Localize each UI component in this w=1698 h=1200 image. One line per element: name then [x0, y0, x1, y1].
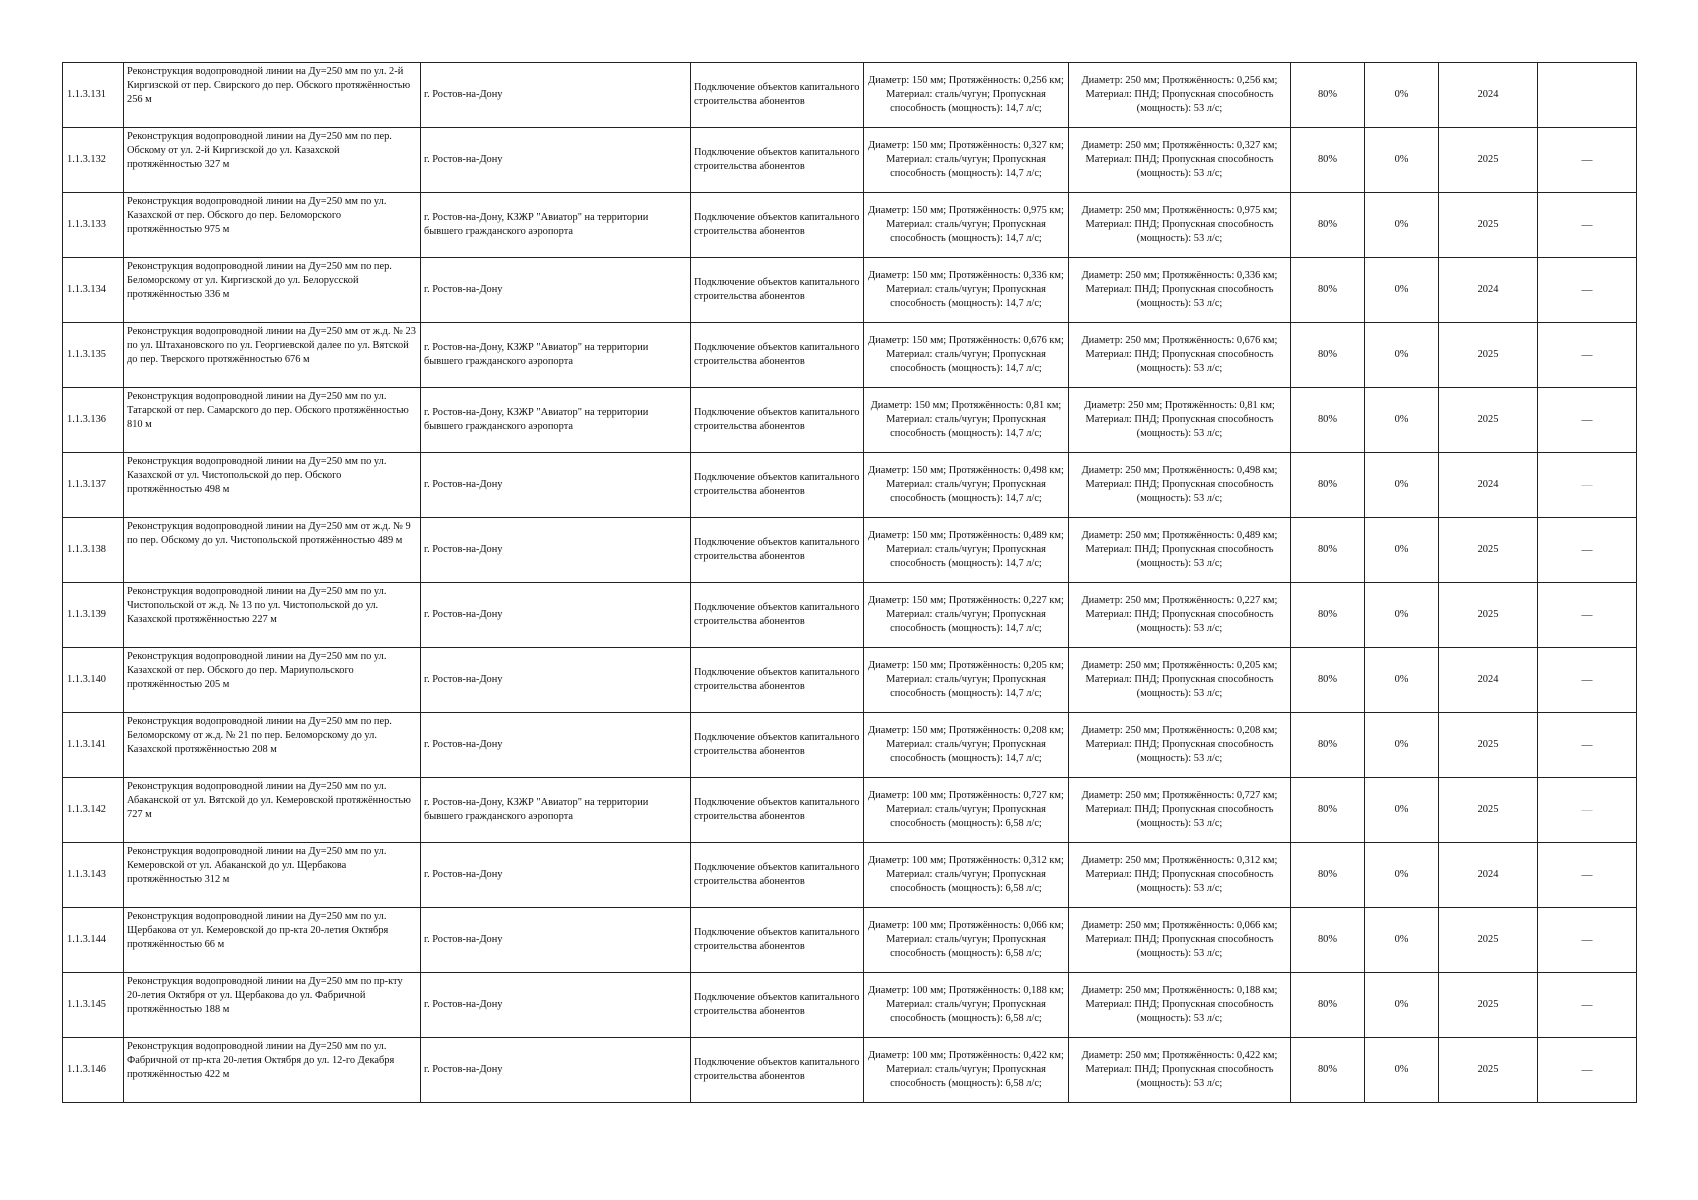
year-cell: 2025 [1439, 778, 1538, 843]
specs-after-cell: Диаметр: 250 мм; Протяжённость: 0,312 км; Материал: ПНД; Пропускная способность (мощность): 53 л/с; [1069, 843, 1291, 908]
project-description-cell: Реконструкция водопроводной линии на Ду=250 мм по ул. Казахской от ул. Чистопольской до пер. Обского протяжённостью 498 м [124, 453, 421, 518]
specs-before-cell: Диаметр: 150 мм; Протяжённость: 0,205 км; Материал: сталь/чугун; Пропускная способность (мощность): 14,7 л/с; [864, 648, 1069, 713]
table-row [63, 648, 1637, 713]
year-cell: 2025 [1439, 1038, 1538, 1103]
specs-before-cell: Диаметр: 150 мм; Протяжённость: 0,498 км; Материал: сталь/чугун; Пропускная способность (мощность): 14,7 л/с; [864, 453, 1069, 518]
specs-after-cell: Диаметр: 250 мм; Протяжённость: 0,727 км; Материал: ПНД; Пропускная способность (мощность): 53 л/с; [1069, 778, 1291, 843]
purpose-cell: Подключение объектов капитального строительства абонентов [691, 193, 864, 258]
item-number-cell: 1.1.3.144 [63, 908, 124, 973]
percent-cell: 80% [1291, 778, 1365, 843]
percent-cell: 0% [1365, 1038, 1439, 1103]
location-cell: г. Ростов-на-Дону, КЗЖР "Авиатор" на территории бывшего гражданского аэропорта [421, 323, 691, 388]
note-cell: — [1538, 843, 1637, 908]
project-description-cell: Реконструкция водопроводной линии на Ду=250 мм по ул. 2-й Киргизской от пер. Свирского до пер. Обского протяжённостью 256 м [124, 63, 421, 128]
item-number-cell: 1.1.3.145 [63, 973, 124, 1038]
purpose-cell: Подключение объектов капитального строительства абонентов [691, 518, 864, 583]
location-cell: г. Ростов-на-Дону [421, 908, 691, 973]
year-cell: 2024 [1439, 63, 1538, 128]
table-row [63, 778, 1637, 843]
purpose-cell: Подключение объектов капитального строительства абонентов [691, 258, 864, 323]
purpose-cell: Подключение объектов капитального строительства абонентов [691, 908, 864, 973]
item-number-cell: 1.1.3.132 [63, 128, 124, 193]
item-number-cell: 1.1.3.135 [63, 323, 124, 388]
percent-cell: 80% [1291, 388, 1365, 453]
note-cell: — [1538, 453, 1637, 518]
percent-cell: 0% [1365, 583, 1439, 648]
table-row [63, 63, 1637, 128]
project-description-cell: Реконструкция водопроводной линии на Ду=250 мм по ул. Татарской от пер. Самарского до пер. Обского протяжённостью 810 м [124, 388, 421, 453]
table-row [63, 583, 1637, 648]
item-number-cell: 1.1.3.136 [63, 388, 124, 453]
location-cell: г. Ростов-на-Дону [421, 1038, 691, 1103]
specs-after-cell: Диаметр: 250 мм; Протяжённость: 0,81 км; Материал: ПНД; Пропускная способность (мощность): 53 л/с; [1069, 388, 1291, 453]
year-cell: 2025 [1439, 128, 1538, 193]
percent-cell: 0% [1365, 128, 1439, 193]
year-cell: 2024 [1439, 453, 1538, 518]
table-body [63, 63, 1637, 1103]
location-cell: г. Ростов-на-Дону, КЗЖР "Авиатор" на территории бывшего гражданского аэропорта [421, 388, 691, 453]
percent-cell: 0% [1365, 778, 1439, 843]
location-cell: г. Ростов-на-Дону [421, 843, 691, 908]
item-number-cell: 1.1.3.133 [63, 193, 124, 258]
percent-cell: 0% [1365, 648, 1439, 713]
year-cell: 2025 [1439, 193, 1538, 258]
specs-before-cell: Диаметр: 150 мм; Протяжённость: 0,327 км; Материал: сталь/чугун; Пропускная способность (мощность): 14,7 л/с; [864, 128, 1069, 193]
note-cell: — [1538, 713, 1637, 778]
project-description-cell: Реконструкция водопроводной линии на Ду=250 мм по ул. Казахской от пер. Обского до пер. Беломорского протяжённостью 975 м [124, 193, 421, 258]
year-cell: 2025 [1439, 583, 1538, 648]
specs-after-cell: Диаметр: 250 мм; Протяжённость: 0,227 км; Материал: ПНД; Пропускная способность (мощность): 53 л/с; [1069, 583, 1291, 648]
purpose-cell: Подключение объектов капитального строительства абонентов [691, 843, 864, 908]
purpose-cell: Подключение объектов капитального строительства абонентов [691, 648, 864, 713]
specs-after-cell: Диаметр: 250 мм; Протяжённость: 0,205 км; Материал: ПНД; Пропускная способность (мощность): 53 л/с; [1069, 648, 1291, 713]
note-cell: — [1538, 323, 1637, 388]
specs-after-cell: Диаметр: 250 мм; Протяжённость: 0,208 км; Материал: ПНД; Пропускная способность (мощность): 53 л/с; [1069, 713, 1291, 778]
percent-cell: 80% [1291, 583, 1365, 648]
item-number-cell: 1.1.3.141 [63, 713, 124, 778]
note-cell: — [1538, 388, 1637, 453]
note-cell: — [1538, 908, 1637, 973]
percent-cell: 80% [1291, 518, 1365, 583]
percent-cell: 80% [1291, 908, 1365, 973]
location-cell: г. Ростов-на-Дону [421, 583, 691, 648]
project-description-cell: Реконструкция водопроводной линии на Ду=250 мм по ул. Кемеровской от ул. Абаканской до ул. Щербакова протяжённостью 312 м [124, 843, 421, 908]
year-cell: 2024 [1439, 648, 1538, 713]
percent-cell: 80% [1291, 1038, 1365, 1103]
specs-after-cell: Диаметр: 250 мм; Протяжённость: 0,066 км; Материал: ПНД; Пропускная способность (мощность): 53 л/с; [1069, 908, 1291, 973]
year-cell: 2025 [1439, 518, 1538, 583]
project-description-cell: Реконструкция водопроводной линии на Ду=250 мм по пер. Беломорскому от ж.д. № 21 по пер. Беломорскому до ул. Казахской протяжённостью 208 м [124, 713, 421, 778]
specs-before-cell: Диаметр: 150 мм; Протяжённость: 0,336 км; Материал: сталь/чугун; Пропускная способность (мощность): 14,7 л/с; [864, 258, 1069, 323]
location-cell: г. Ростов-на-Дону [421, 258, 691, 323]
specs-before-cell: Диаметр: 150 мм; Протяжённость: 0,81 км; Материал: сталь/чугун; Пропускная способность (мощность): 14,7 л/с; [864, 388, 1069, 453]
note-cell: — [1538, 973, 1637, 1038]
note-cell: — [1538, 778, 1637, 843]
purpose-cell: Подключение объектов капитального строительства абонентов [691, 973, 864, 1038]
specs-before-cell: Диаметр: 150 мм; Протяжённость: 0,208 км; Материал: сталь/чугун; Пропускная способность (мощность): 14,7 л/с; [864, 713, 1069, 778]
percent-cell: 0% [1365, 973, 1439, 1038]
year-cell: 2025 [1439, 323, 1538, 388]
percent-cell: 80% [1291, 843, 1365, 908]
table-row [63, 453, 1637, 518]
specs-before-cell: Диаметр: 150 мм; Протяжённость: 0,676 км; Материал: сталь/чугун; Пропускная способность (мощность): 14,7 л/с; [864, 323, 1069, 388]
percent-cell: 80% [1291, 323, 1365, 388]
percent-cell: 80% [1291, 258, 1365, 323]
note-cell: — [1538, 518, 1637, 583]
project-description-cell: Реконструкция водопроводной линии на Ду=250 мм по ул. Щербакова от ул. Кемеровской до пр-кта 20-летия Октября протяжённостью 66 м [124, 908, 421, 973]
percent-cell: 0% [1365, 323, 1439, 388]
location-cell: г. Ростов-на-Дону [421, 648, 691, 713]
note-cell [1538, 63, 1637, 128]
item-number-cell: 1.1.3.138 [63, 518, 124, 583]
table-row [63, 258, 1637, 323]
item-number-cell: 1.1.3.134 [63, 258, 124, 323]
project-description-cell: Реконструкция водопроводной линии на Ду=250 мм по пер. Обскому от ул. 2-й Киргизской до ул. Казахской протяжённостью 327 м [124, 128, 421, 193]
year-cell: 2025 [1439, 388, 1538, 453]
location-cell: г. Ростов-на-Дону [421, 453, 691, 518]
purpose-cell: Подключение объектов капитального строительства абонентов [691, 128, 864, 193]
table-row [63, 388, 1637, 453]
specs-before-cell: Диаметр: 150 мм; Протяжённость: 0,227 км; Материал: сталь/чугун; Пропускная способность (мощность): 14,7 л/с; [864, 583, 1069, 648]
note-cell: — [1538, 258, 1637, 323]
specs-before-cell: Диаметр: 100 мм; Протяжённость: 0,422 км; Материал: сталь/чугун; Пропускная способность (мощность): 6,58 л/с; [864, 1038, 1069, 1103]
year-cell: 2025 [1439, 908, 1538, 973]
purpose-cell: Подключение объектов капитального строительства абонентов [691, 323, 864, 388]
investment-program-table [62, 62, 1637, 1103]
project-description-cell: Реконструкция водопроводной линии на Ду=250 мм от ж.д. № 9 по пер. Обскому до ул. Чистопольской протяжённостью 489 м [124, 518, 421, 583]
percent-cell: 0% [1365, 63, 1439, 128]
purpose-cell: Подключение объектов капитального строительства абонентов [691, 63, 864, 128]
table-row [63, 973, 1637, 1038]
item-number-cell: 1.1.3.142 [63, 778, 124, 843]
note-cell: — [1538, 128, 1637, 193]
percent-cell: 80% [1291, 128, 1365, 193]
percent-cell: 80% [1291, 63, 1365, 128]
table-row [63, 128, 1637, 193]
table-row [63, 908, 1637, 973]
specs-after-cell: Диаметр: 250 мм; Протяжённость: 0,676 км; Материал: ПНД; Пропускная способность (мощность): 53 л/с; [1069, 323, 1291, 388]
specs-before-cell: Диаметр: 150 мм; Протяжённость: 0,489 км; Материал: сталь/чугун; Пропускная способность (мощность): 14,7 л/с; [864, 518, 1069, 583]
project-description-cell: Реконструкция водопроводной линии на Ду=250 мм по пер. Беломорскому от ул. Киргизской до ул. Белорусской протяжённостью 336 м [124, 258, 421, 323]
table-row [63, 843, 1637, 908]
item-number-cell: 1.1.3.146 [63, 1038, 124, 1103]
table-row [63, 1038, 1637, 1103]
percent-cell: 0% [1365, 843, 1439, 908]
note-cell: — [1538, 1038, 1637, 1103]
specs-before-cell: Диаметр: 100 мм; Протяжённость: 0,727 км; Материал: сталь/чугун; Пропускная способность (мощность): 6,58 л/с; [864, 778, 1069, 843]
specs-before-cell: Диаметр: 150 мм; Протяжённость: 0,975 км; Материал: сталь/чугун; Пропускная способность (мощность): 14,7 л/с; [864, 193, 1069, 258]
specs-after-cell: Диаметр: 250 мм; Протяжённость: 0,498 км; Материал: ПНД; Пропускная способность (мощность): 53 л/с; [1069, 453, 1291, 518]
project-description-cell: Реконструкция водопроводной линии на Ду=250 мм по ул. Казахской от пер. Обского до пер. Мариупольского протяжённостью 205 м [124, 648, 421, 713]
location-cell: г. Ростов-на-Дону [421, 973, 691, 1038]
year-cell: 2025 [1439, 713, 1538, 778]
percent-cell: 80% [1291, 648, 1365, 713]
purpose-cell: Подключение объектов капитального строительства абонентов [691, 583, 864, 648]
year-cell: 2024 [1439, 258, 1538, 323]
note-cell: — [1538, 648, 1637, 713]
location-cell: г. Ростов-на-Дону, КЗЖР "Авиатор" на территории бывшего гражданского аэропорта [421, 778, 691, 843]
year-cell: 2025 [1439, 973, 1538, 1038]
project-description-cell: Реконструкция водопроводной линии на Ду=250 мм по ул. Фабричной от пр-кта 20-летия Октября до ул. 12-го Декабря протяжённостью 422 м [124, 1038, 421, 1103]
percent-cell: 0% [1365, 908, 1439, 973]
percent-cell: 0% [1365, 453, 1439, 518]
project-description-cell: Реконструкция водопроводной линии на Ду=250 мм по ул. Чистопольской от ж.д. № 13 по ул. Чистопольской до ул. Казахской протяжённостью 227 м [124, 583, 421, 648]
project-description-cell: Реконструкция водопроводной линии на Ду=250 мм от ж.д. № 23 по ул. Штахановского по ул. Георгиевской далее по ул. Вятской до пер. Тверского протяжённостью 676 м [124, 323, 421, 388]
item-number-cell: 1.1.3.137 [63, 453, 124, 518]
specs-after-cell: Диаметр: 250 мм; Протяжённость: 0,188 км; Материал: ПНД; Пропускная способность (мощность): 53 л/с; [1069, 973, 1291, 1038]
purpose-cell: Подключение объектов капитального строительства абонентов [691, 713, 864, 778]
specs-before-cell: Диаметр: 100 мм; Протяжённость: 0,066 км; Материал: сталь/чугун; Пропускная способность (мощность): 6,58 л/с; [864, 908, 1069, 973]
purpose-cell: Подключение объектов капитального строительства абонентов [691, 453, 864, 518]
specs-after-cell: Диаметр: 250 мм; Протяжённость: 0,336 км; Материал: ПНД; Пропускная способность (мощность): 53 л/с; [1069, 258, 1291, 323]
percent-cell: 80% [1291, 973, 1365, 1038]
percent-cell: 0% [1365, 258, 1439, 323]
purpose-cell: Подключение объектов капитального строительства абонентов [691, 388, 864, 453]
location-cell: г. Ростов-на-Дону [421, 128, 691, 193]
percent-cell: 0% [1365, 713, 1439, 778]
specs-after-cell: Диаметр: 250 мм; Протяжённость: 0,256 км; Материал: ПНД; Пропускная способность (мощность): 53 л/с; [1069, 63, 1291, 128]
location-cell: г. Ростов-на-Дону [421, 518, 691, 583]
percent-cell: 80% [1291, 713, 1365, 778]
project-description-cell: Реконструкция водопроводной линии на Ду=250 мм по ул. Абаканской от ул. Вятской до ул. Кемеровской протяжённостью 727 м [124, 778, 421, 843]
specs-before-cell: Диаметр: 150 мм; Протяжённость: 0,256 км; Материал: сталь/чугун; Пропускная способность (мощность): 14,7 л/с; [864, 63, 1069, 128]
specs-before-cell: Диаметр: 100 мм; Протяжённость: 0,312 км; Материал: сталь/чугун; Пропускная способность (мощность): 6,58 л/с; [864, 843, 1069, 908]
note-cell: — [1538, 583, 1637, 648]
percent-cell: 0% [1365, 518, 1439, 583]
table-row [63, 713, 1637, 778]
specs-after-cell: Диаметр: 250 мм; Протяжённость: 0,422 км; Материал: ПНД; Пропускная способность (мощность): 53 л/с; [1069, 1038, 1291, 1103]
location-cell: г. Ростов-на-Дону [421, 63, 691, 128]
location-cell: г. Ростов-на-Дону [421, 713, 691, 778]
percent-cell: 80% [1291, 453, 1365, 518]
item-number-cell: 1.1.3.131 [63, 63, 124, 128]
table-row [63, 193, 1637, 258]
percent-cell: 0% [1365, 388, 1439, 453]
specs-after-cell: Диаметр: 250 мм; Протяжённость: 0,327 км; Материал: ПНД; Пропускная способность (мощность): 53 л/с; [1069, 128, 1291, 193]
project-description-cell: Реконструкция водопроводной линии на Ду=250 мм по пр-кту 20-летия Октября от ул. Щербакова до ул. Фабричной протяжённостью 188 м [124, 973, 421, 1038]
year-cell: 2024 [1439, 843, 1538, 908]
percent-cell: 0% [1365, 193, 1439, 258]
item-number-cell: 1.1.3.139 [63, 583, 124, 648]
note-cell: — [1538, 193, 1637, 258]
purpose-cell: Подключение объектов капитального строительства абонентов [691, 1038, 864, 1103]
purpose-cell: Подключение объектов капитального строительства абонентов [691, 778, 864, 843]
item-number-cell: 1.1.3.143 [63, 843, 124, 908]
specs-before-cell: Диаметр: 100 мм; Протяжённость: 0,188 км; Материал: сталь/чугун; Пропускная способность (мощность): 6,58 л/с; [864, 973, 1069, 1038]
table-row [63, 323, 1637, 388]
specs-after-cell: Диаметр: 250 мм; Протяжённость: 0,975 км; Материал: ПНД; Пропускная способность (мощность): 53 л/с; [1069, 193, 1291, 258]
item-number-cell: 1.1.3.140 [63, 648, 124, 713]
percent-cell: 80% [1291, 193, 1365, 258]
table-row [63, 518, 1637, 583]
specs-after-cell: Диаметр: 250 мм; Протяжённость: 0,489 км; Материал: ПНД; Пропускная способность (мощность): 53 л/с; [1069, 518, 1291, 583]
location-cell: г. Ростов-на-Дону, КЗЖР "Авиатор" на территории бывшего гражданского аэропорта [421, 193, 691, 258]
